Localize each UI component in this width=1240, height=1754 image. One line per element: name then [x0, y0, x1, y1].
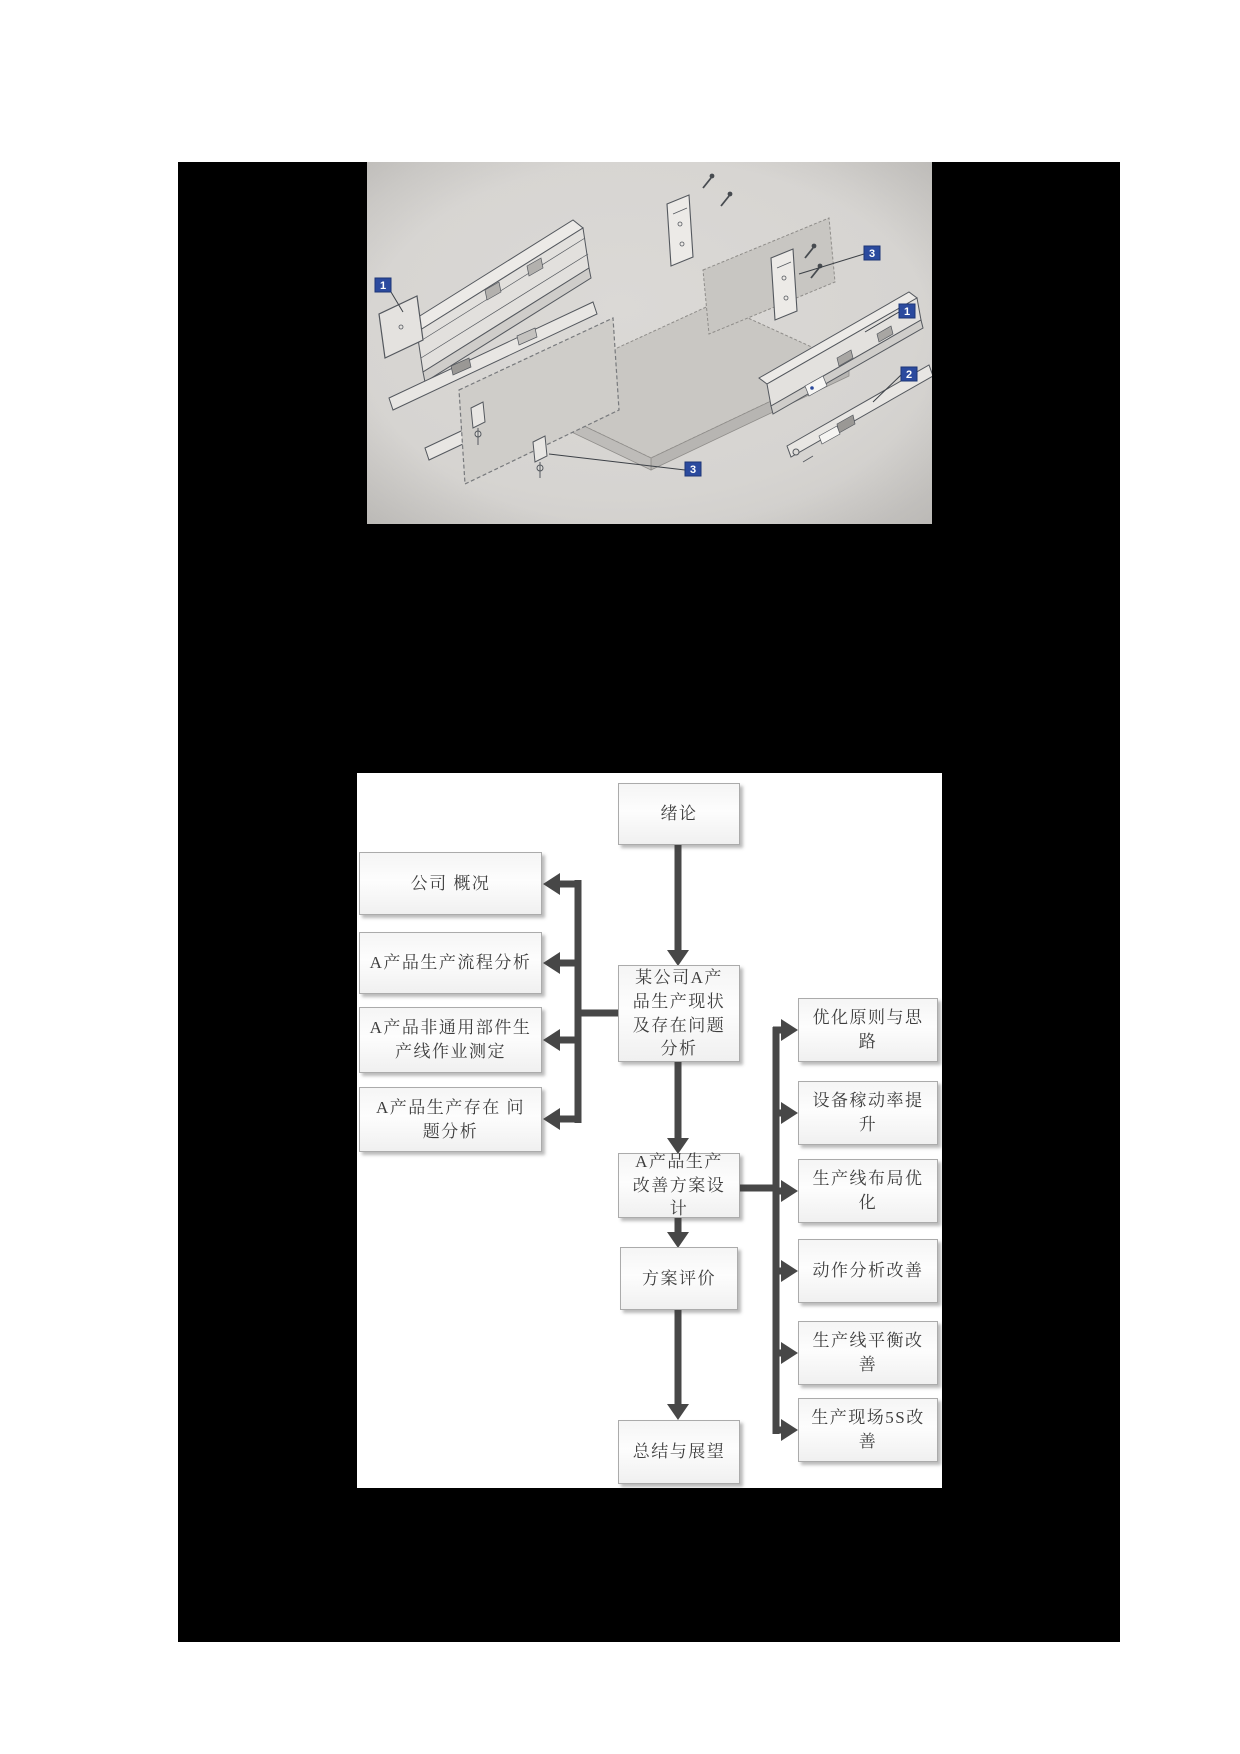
flow-node-summary-outlook: 总结与展望: [618, 1420, 740, 1484]
flow-node-process-analysis: A产品生产流程分析: [359, 932, 542, 994]
flow-node-introduction: 绪论: [618, 783, 740, 845]
flow-node-current-state-analysis: 某公司A产品生产现状及存在问题分析: [618, 965, 740, 1062]
photo-vignette: [367, 162, 932, 524]
flow-node-improvement-design: A产品生产改善方案设计: [618, 1153, 740, 1218]
flow-node-line-balancing: 生产线平衡改善: [798, 1321, 938, 1385]
flow-node-existing-problems: A产品生产存在 问题分析: [359, 1087, 542, 1152]
thesis-structure-flowchart: [357, 773, 942, 1488]
drawer-exploded-view-photo: [367, 162, 932, 524]
flow-node-5s-improvement: 生产现场5S改善: [798, 1398, 938, 1462]
flow-node-work-measurement: A产品非通用部件生产线作业测定: [359, 1007, 542, 1073]
flow-node-plan-evaluation: 方案评价: [620, 1247, 738, 1310]
flow-node-motion-analysis: 动作分析改善: [798, 1239, 938, 1303]
flow-node-optimization-principles: 优化原则与思路: [798, 998, 938, 1062]
flow-node-equipment-utilization: 设备稼动率提升: [798, 1081, 938, 1145]
flow-node-line-layout-optimization: 生产线布局优化: [798, 1159, 938, 1223]
flow-node-company-overview: 公司 概况: [359, 852, 542, 915]
